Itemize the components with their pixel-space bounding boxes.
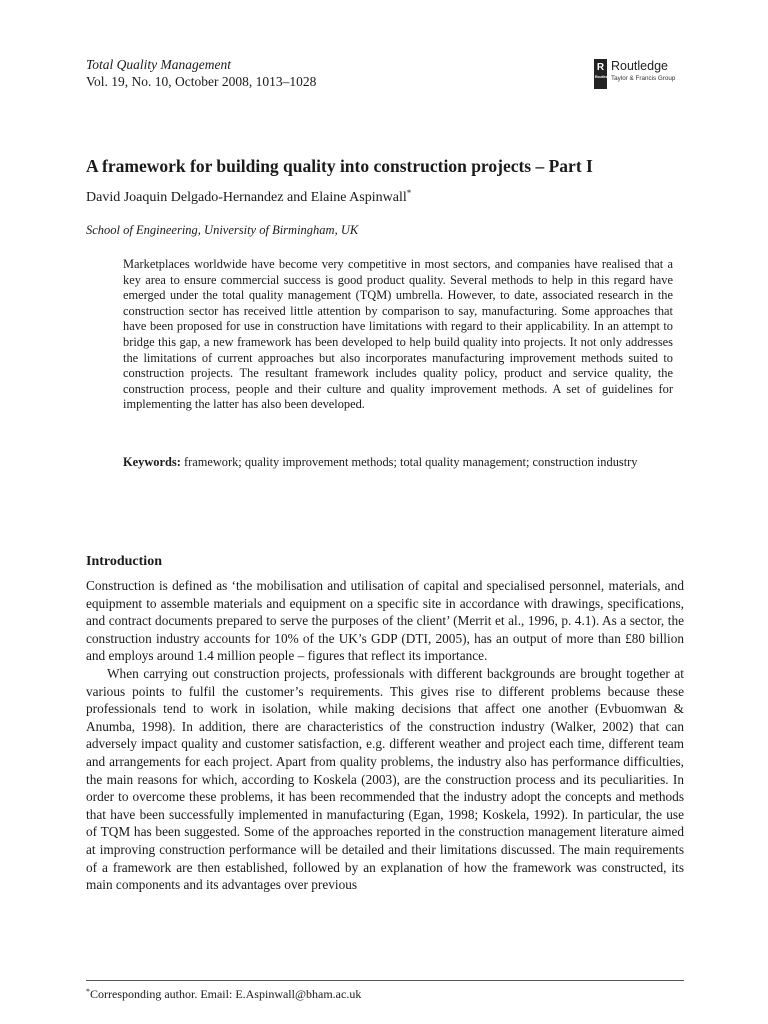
footnote-text: Corresponding author. Email: E.Aspinwall@bham.ac.uk [90,987,362,1001]
journal-name: Total Quality Management [86,57,231,72]
paragraph: Construction is defined as ‘the mobilisation and utilisation of capital and specialised personnel, materials, and equipment to assemble materials and equipment on a specific site in accordance with drawings, specifications, and contract documents prepared to serve the purposes of the client’ (Merrit et al., 1996, p. 4.1). As a sector, the construction industry accounts for 10% of the UK’s GDP (DTI, 2005), has an output of more than £80 billion and employs around 1.4 million people – figures that reflect its importance. [86,578,684,664]
keywords-list: framework; quality improvement methods; total quality management; construction industry [183,455,638,469]
keywords [123,454,683,470]
footnote-divider [86,980,684,981]
article-authors [86,188,411,206]
section-heading-introduction: Introduction [86,554,162,569]
author-marker: * [406,188,412,198]
routledge-logo-icon: R Routledge [594,59,607,89]
footnote [86,987,361,1002]
publisher-group: Taylor & Francis Group [611,75,676,82]
publisher-name: Routledge [611,59,668,73]
article-title: A framework for building quality into construction projects – Part I [86,156,593,176]
author-names: David Joaquin Delgado-Hernandez and Elaine Aspinwall [86,190,407,205]
introduction-body [86,577,684,894]
paragraph: When carrying out construction projects, professionals with different backgrounds are brought together at various points to fulfil the customer’s requirements. This gives rise to different problems because these professionals tend to work in isolation, while making decisions that affect one another (Evbuomwan & Anumba, 1998). In addition, there are characteristics of the construction industry (Walker, 2002) that can adversely impact quality and customer satisfaction, e.g. different weather and project each time, different team and arrangements for each project. Apart from quality problems, the industry also has performance difficulties, the main reasons for which, according to Koskela (2003), are the construction process and its peculiarities. In order to overcome these problems, it has been recommended that the industry adopt the concepts and methods that have been successfully implemented in manufacturing (Egan, 1998; Koskela, 1992). In particular, the use of TQM has been suggested. Some of the approaches reported in the construction management literature aimed at improving construction performance will be detailed and their limitations discussed. The main requirements of a framework are then established, followed by an explanation of how the framework was constructed, its main components and its advantages over previous [86,665,684,893]
journal-citation: Vol. 19, No. 10, October 2008, 1013–1028 [86,74,317,89]
affiliation: School of Engineering, University of Birmingham, UK [86,223,359,237]
publisher-logo [594,57,694,91]
abstract: Marketplaces worldwide have become very competitive in most sectors, and companies have realised that a key area to ensure commercial success is good product quality. Several methods to help in this regard have emerged under the total quality management (TQM) umbrella. However, to date, associated research in the construction sector has received little attention by comparison to say, manufacturing. Some approaches that have been proposed for use in construction have limitations with regard to their applicability. In an attempt to bridge this gap, a new framework has been developed to help build quality into projects. It not only addresses the limitations of current approaches but also incorporates manufacturing improvement methods suited to construction projects. The resultant framework includes quality policy, product and service quality, the construction process, people and their culture and quality improvement methods. A set of guidelines for implementing the latter has also been developed. [123,257,673,412]
journal-header [86,56,316,90]
footnote-marker: * [86,987,90,996]
keywords-label: Keywords: [123,455,181,469]
